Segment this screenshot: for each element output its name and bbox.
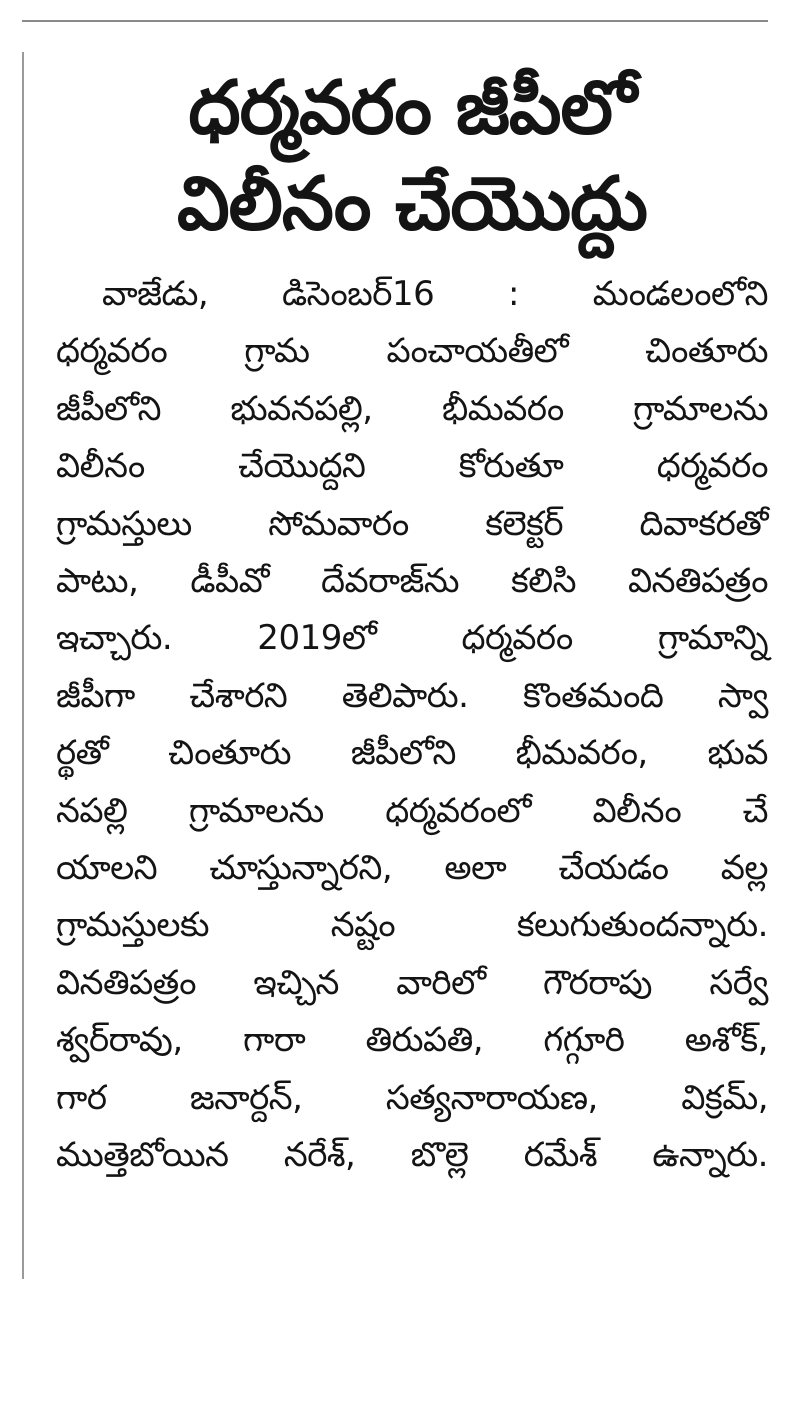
body-line: వాజేడు, డిసెంబర్16 : మండలంలోని [102,274,768,314]
article-headline [56,60,768,252]
body-line: గ్రామస్తులు సోమవారం కలెక్టర్ దివాకరతో [56,503,768,544]
body-line: నపల్లి గ్రామాలను ధర్మవరంలో విలీనం చే [56,790,768,831]
news-article [56,60,768,1185]
article-body [56,266,768,1185]
body-line: గార జనార్దన్, సత్యనారాయణ, విక్రమ్, [56,1077,768,1118]
headline-line-1: ధర్మవరం జీపీలో [188,65,636,151]
body-line: జీపీలోని భువనపల్లి, భీమవరం గ్రామాలను [56,388,768,429]
body-line: ఇచ్చారు. 2019లో ధర్మవరం గ్రామాన్ని [56,618,768,659]
body-line: జీపీగా చేశారని తెలిపారు. కొంతమంది స్వా [56,675,768,716]
body-line: పాటు, డీపీవో దేవరాజ్‌ను కలిసి వినతిపత్రం [56,561,768,602]
body-line: శ్వర్‌రావు, గారా తిరుపతి, గగ్గూరి అశోక్, [56,1020,768,1061]
top-divider [22,20,768,22]
body-line: ర్థతో చింతూరు జీపీలోని భీమవరం, భువ [56,733,768,774]
headline-line-2: విలీనం చేయొద్దు [177,161,647,247]
body-line: వినతిపత్రం ఇచ్చిన వారిలో గౌరరాపు సర్వే [56,962,768,1003]
body-line: ముత్తెబోయిన నరేశ్, బొల్లె రమేశ్ ఉన్నారు. [56,1135,768,1176]
body-line: గ్రామస్తులకు నష్టం కలుగుతుందన్నారు. [56,905,768,946]
body-line: విలీనం చేయొద్దని కోరుతూ ధర్మవరం [56,446,768,487]
left-column-divider [22,52,24,1279]
body-line: యాలని చూస్తున్నారని, అలా చేయడం వల్ల [56,848,768,889]
body-line: ధర్మవరం గ్రామ పంచాయతీలో చింతూరు [56,331,768,372]
